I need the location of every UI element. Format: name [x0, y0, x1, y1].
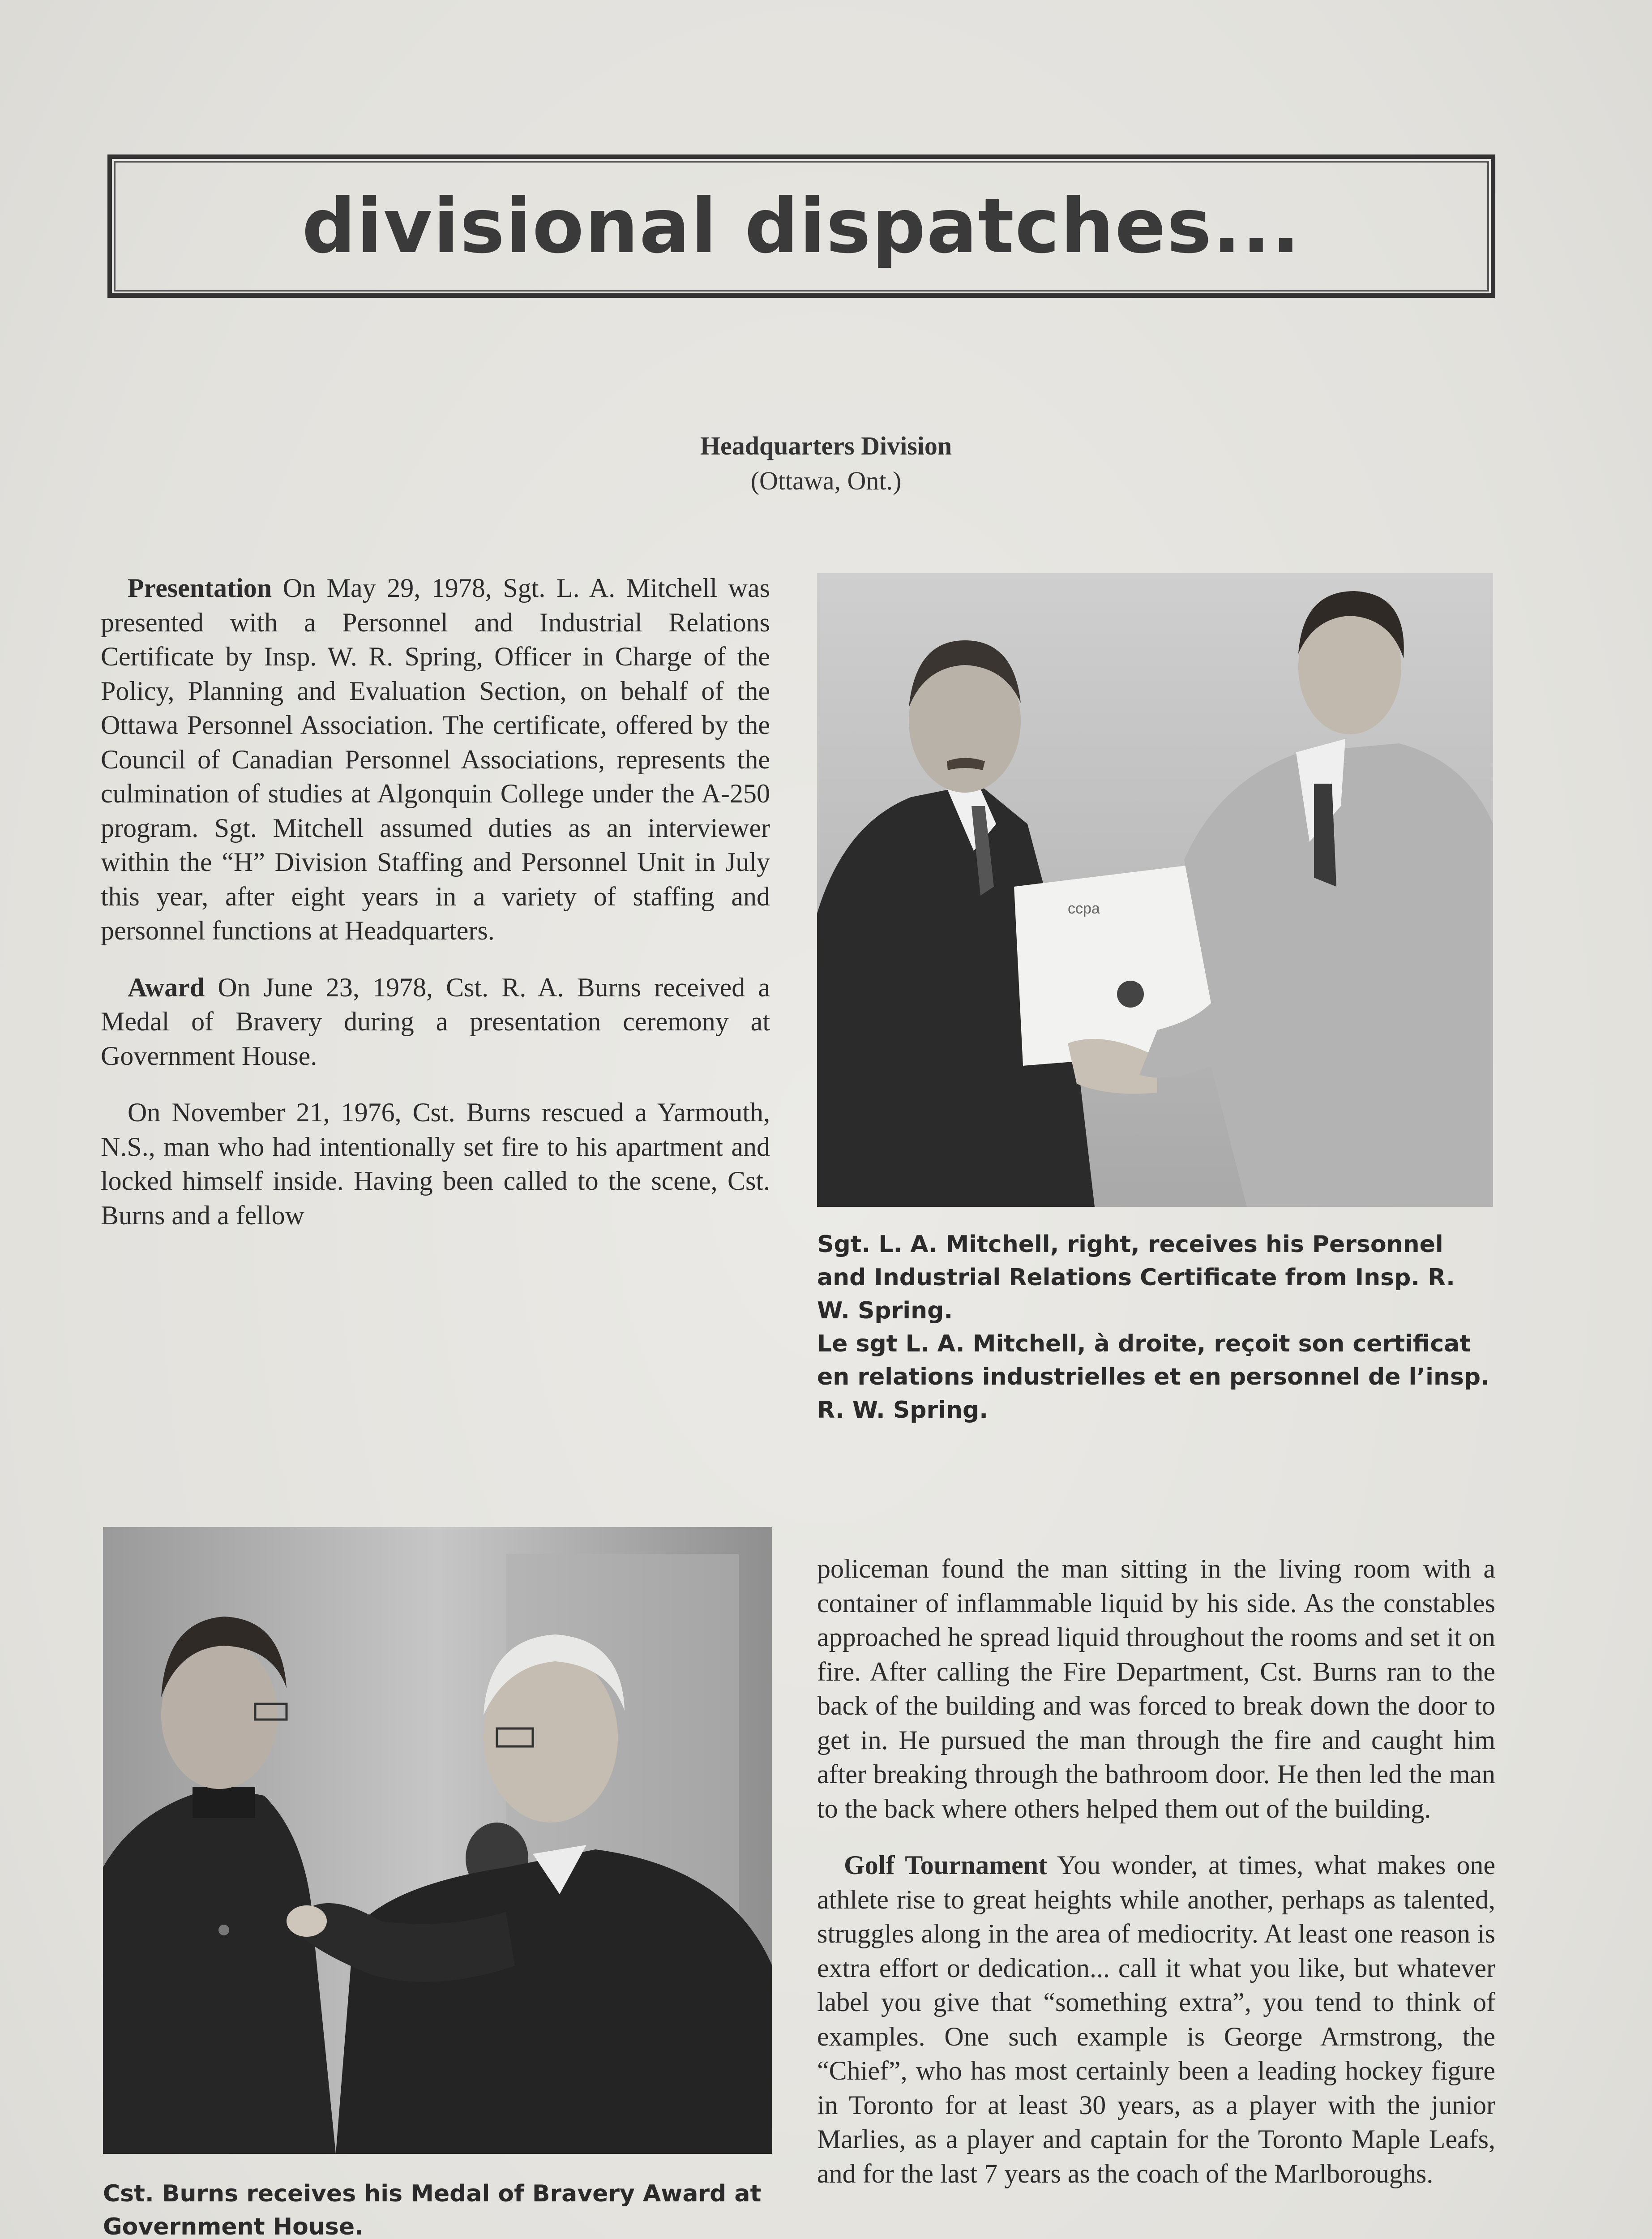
division-name: Headquarters Division — [700, 431, 952, 460]
presentation-paragraph — [101, 571, 770, 948]
left-column — [101, 571, 770, 1255]
certificate-caption-en: Sgt. L. A. Mitchell, right, receives his Personnel and Industrial Relations Certificate from Insp. R. W. Spring. — [817, 1231, 1455, 1324]
medal-caption-en: Cst. Burns receives his Medal of Bravery Award at Government House. — [103, 2180, 762, 2239]
section-title: divisional dispatches... — [302, 182, 1301, 270]
right-column — [817, 1552, 1495, 2213]
medal-photo-caption — [103, 2177, 772, 2239]
award-text: On June 23, 1978, Cst. R. A. Burns received a Medal of Bravery during a presentation ceremony at Government House. — [101, 972, 770, 1071]
section-banner — [107, 154, 1495, 298]
rescue-continued-paragraph: policeman found the man sitting in the living room with a container of inflammable liquid by his side. As the constables approached he spread liquid throughout the rooms and set it on fire. After calling the Fire Department, Cst. Burns ran to the back of the building and was forced to break down the door to get in. He pursued the man through the fire and caught him after breaking through the bathroom door. He then led the man to the back where others helped them out of the building. — [817, 1554, 1495, 1823]
award-paragraph — [101, 970, 770, 1073]
certificate-caption-fr: Le sgt L. A. Mitchell, à droite, reçoit son certificat en relations industrielles et en personnel de l’insp. R. W. Spring. — [817, 1330, 1489, 1424]
golf-text: You wonder, at times, what makes one athlete rise to great heights while another, perhaps as talented, struggles along in the area of mediocrity. At least one reason is extra effort or dedication... call it what you like, but whatever label you give that “something extra”, you tend to think of examples. One such example is George Armstrong, the “Chief”, who has most certainly been a leading hockey figure in Toronto for at least 30 years, as a player with the junior Marlies, as a player and captain for the Toronto Maple Leafs, and for the last 7 years as the coach of the Marlboroughs. — [817, 1850, 1495, 2188]
presentation-lead: Presentation — [128, 573, 272, 603]
certificate-photo-caption — [817, 1228, 1495, 1427]
certificate-photo-image — [817, 573, 1493, 1207]
award-lead: Award — [128, 972, 205, 1002]
golf-paragraph — [817, 1848, 1495, 2191]
medal-photo-image — [103, 1527, 772, 2154]
rescue-paragraph: On November 21, 1976, Cst. Burns rescued a Yarmouth, N.S., man who had intentionally set fire to his apartment and locked himself inside. Having been called to the scene, Cst. Burns and a fellow — [101, 1098, 770, 1230]
golf-lead: Golf Tournament — [844, 1850, 1048, 1880]
division-location: (Ottawa, Ont.) — [750, 466, 902, 495]
presentation-text: On May 29, 1978, Sgt. L. A. Mitchell was presented with a Personnel and Industrial Relations Certificate by Insp. W. R. Spring, Officer in Charge of the Policy, Planning and Evaluation Section, on behalf of the Ottawa Personnel Association. The certificate, offered by the Council of Canadian Personnel Associations, represents the culmination of studies at Algonquin College under the A-250 program. Sgt. Mitchell assumed duties as an interviewer within the “H” Division Staffing and Personnel Unit in July this year, after eight years in a variety of staffing and personnel functions at Headquarters. — [101, 573, 770, 945]
certificate-text: ccpa — [1068, 900, 1100, 917]
medal-photo — [103, 1527, 772, 2154]
certificate-photo — [817, 573, 1493, 1207]
